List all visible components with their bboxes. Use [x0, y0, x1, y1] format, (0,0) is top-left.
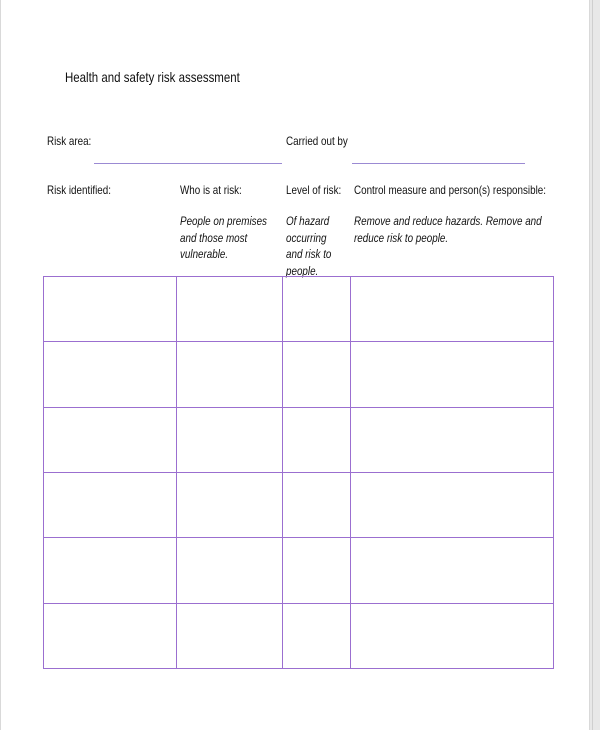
header-risk-identified: Risk identified: [47, 183, 111, 197]
who-is-at-risk-cell[interactable] [177, 342, 283, 407]
control-measure-cell[interactable] [351, 407, 554, 472]
carried-out-by-label: Carried out by [286, 134, 348, 148]
who-is-at-risk-cell[interactable] [177, 538, 283, 603]
who-is-at-risk-cell[interactable] [177, 603, 283, 668]
control-measure-cell[interactable] [351, 472, 554, 537]
level-of-risk-cell[interactable] [283, 603, 351, 668]
table-row [44, 342, 554, 407]
risk-assessment-table [43, 276, 554, 669]
who-is-at-risk-cell[interactable] [177, 277, 283, 342]
level-of-risk-cell[interactable] [283, 342, 351, 407]
control-measure-cell[interactable] [351, 538, 554, 603]
description-who-is-at-risk: People on premises and those most vulnerable. [180, 214, 267, 261]
level-of-risk-cell[interactable] [283, 472, 351, 537]
control-measure-cell[interactable] [351, 342, 554, 407]
who-is-at-risk-cell[interactable] [177, 407, 283, 472]
who-is-at-risk-cell[interactable] [177, 472, 283, 537]
control-measure-cell[interactable] [351, 277, 554, 342]
header-control-measure: Control measure and person(s) responsible: [354, 183, 546, 197]
page-title: Health and safety risk assessment [65, 69, 240, 85]
header-who-is-at-risk: Who is at risk: [180, 183, 242, 197]
risk-identified-cell[interactable] [44, 277, 177, 342]
table-row [44, 538, 554, 603]
level-of-risk-cell[interactable] [283, 407, 351, 472]
control-measure-cell[interactable] [351, 603, 554, 668]
table-row [44, 472, 554, 537]
risk-identified-cell[interactable] [44, 472, 177, 537]
risk-area-field-line[interactable] [94, 163, 282, 164]
risk-identified-cell[interactable] [44, 407, 177, 472]
level-of-risk-cell[interactable] [283, 277, 351, 342]
risk-area-label: Risk area: [47, 134, 92, 148]
carried-out-by-field-line[interactable] [352, 163, 525, 164]
table-row [44, 277, 554, 342]
table-row [44, 407, 554, 472]
risk-identified-cell[interactable] [44, 342, 177, 407]
description-level-of-risk: Of hazard occurring and risk to people. [286, 214, 332, 278]
table-row [44, 603, 554, 668]
level-of-risk-cell[interactable] [283, 538, 351, 603]
risk-identified-cell[interactable] [44, 538, 177, 603]
risk-identified-cell[interactable] [44, 603, 177, 668]
header-level-of-risk: Level of risk: [286, 183, 342, 197]
page-edge-divider [592, 0, 593, 730]
description-control-measure: Remove and reduce hazards. Remove and reduce risk to people. [354, 214, 542, 245]
